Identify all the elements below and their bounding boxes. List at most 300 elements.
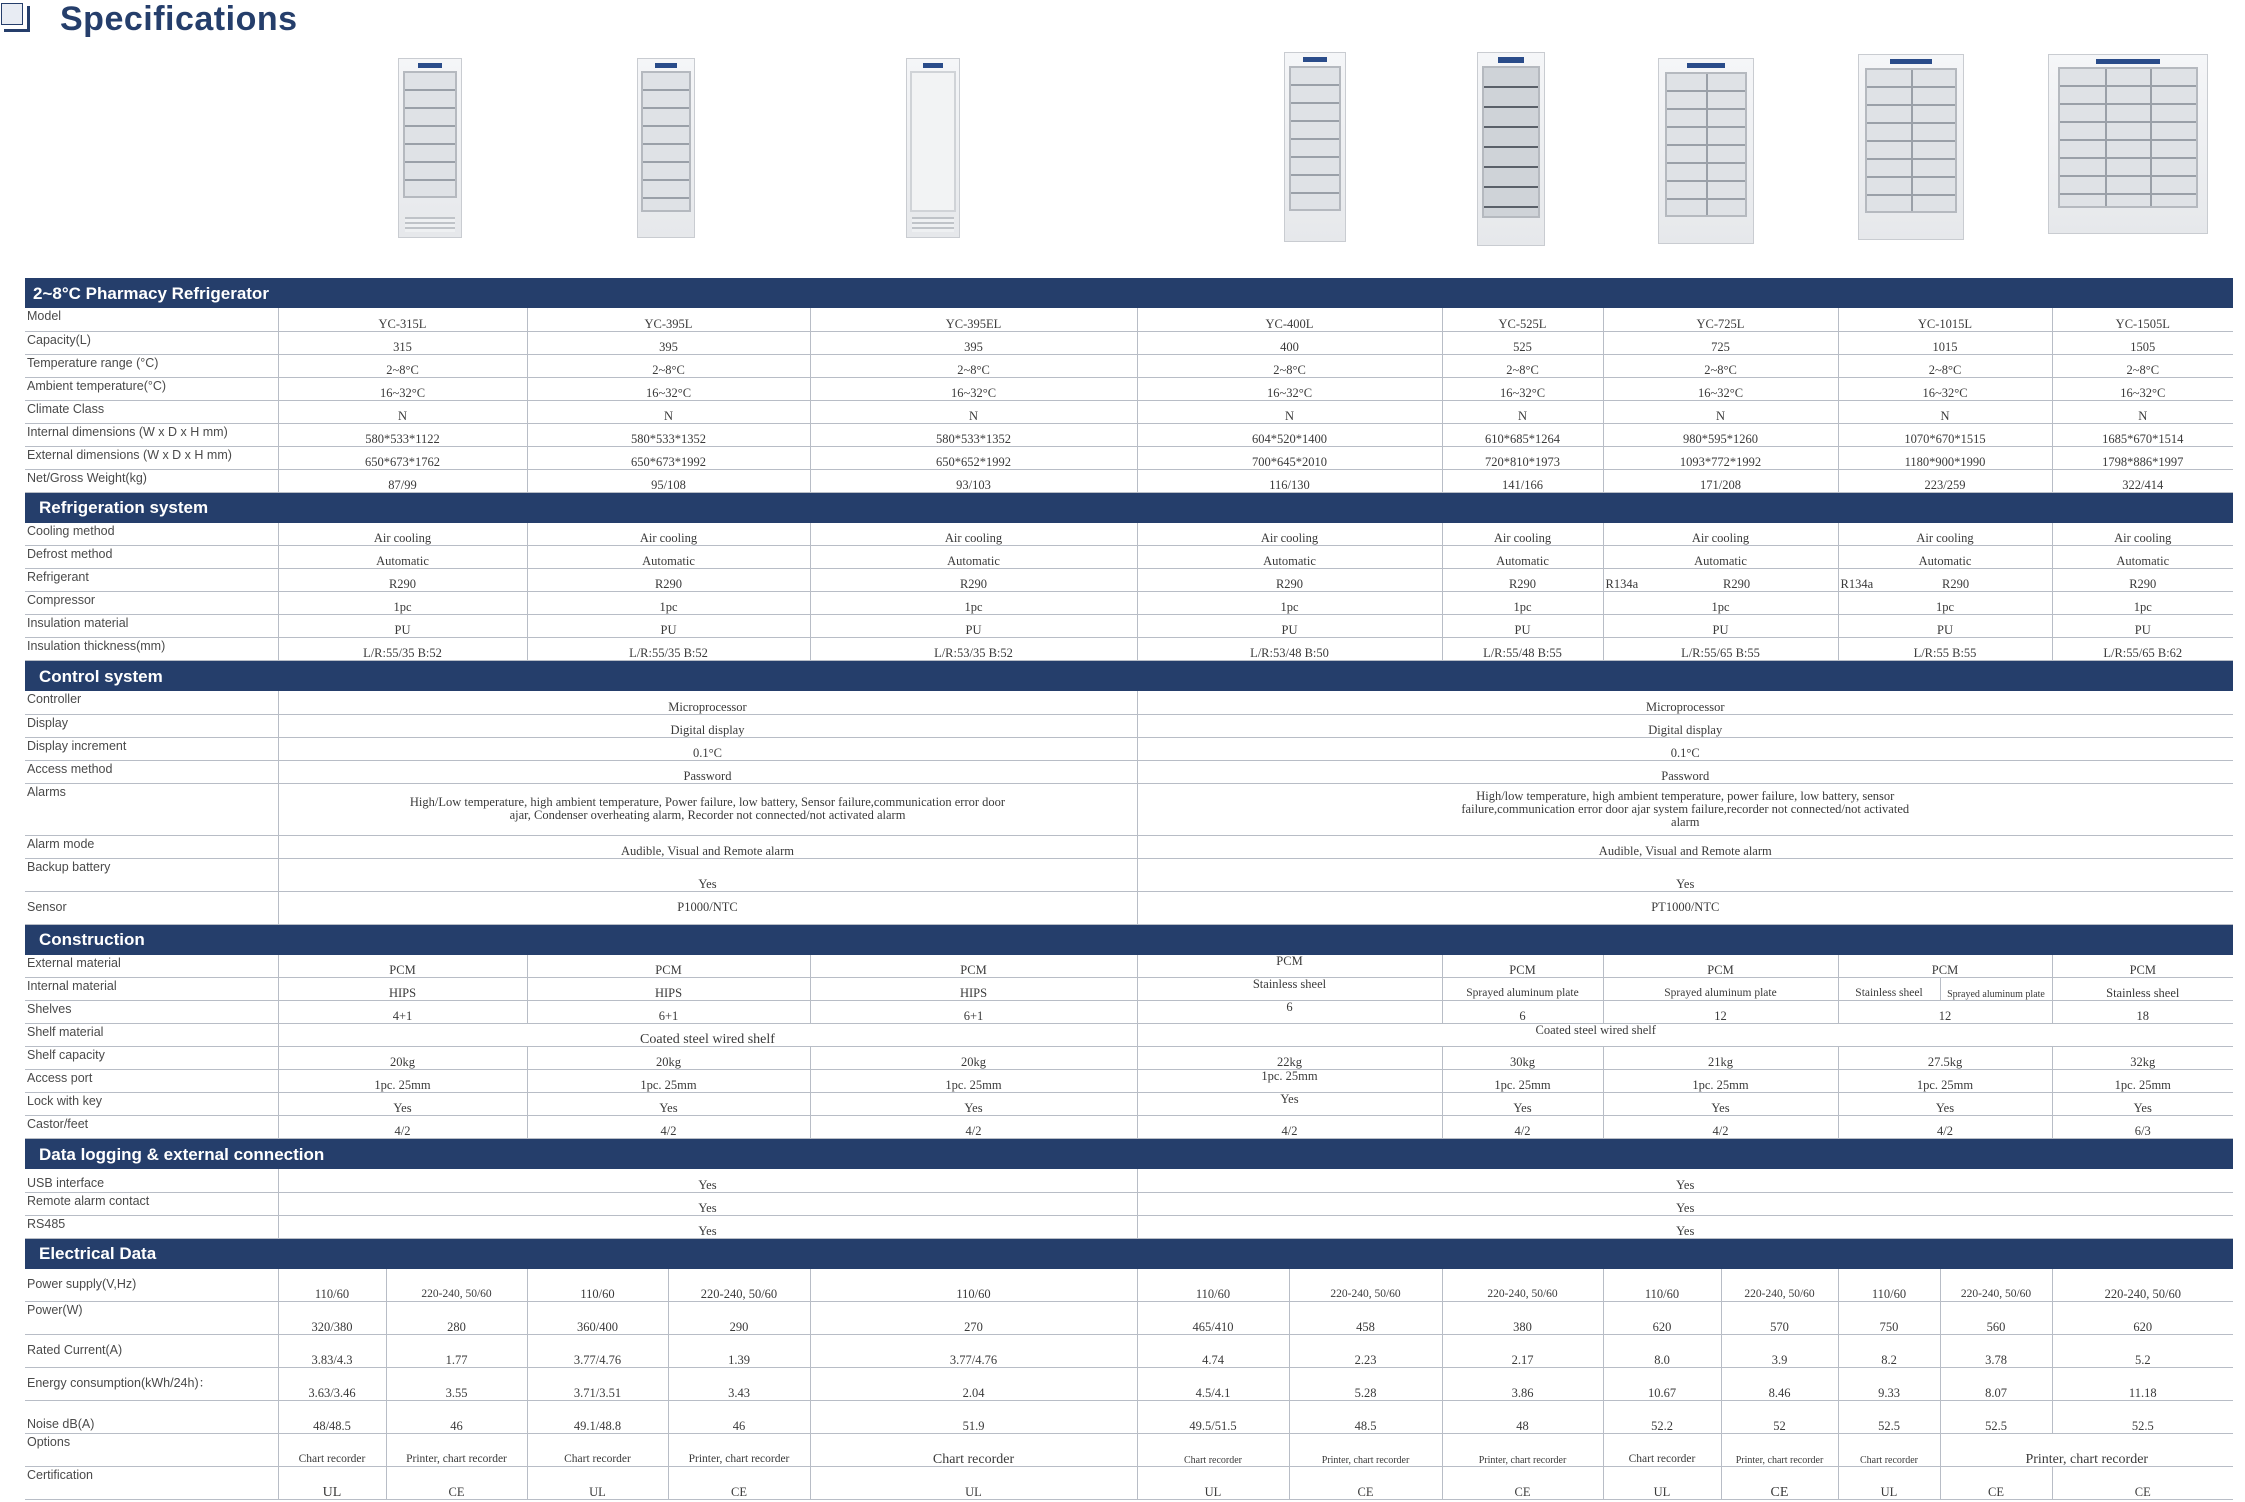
value-cell: Password — [278, 760, 1137, 783]
row-label: Internal dimensions (W x D x H mm) — [25, 423, 278, 446]
value-cell: 51.9 — [810, 1400, 1137, 1433]
value-cell: Air cooling — [1603, 523, 1838, 546]
value-cell: Air cooling — [527, 523, 810, 546]
row-label: Model — [25, 308, 278, 331]
value-cell: 93/103 — [810, 469, 1137, 492]
value-cell: PU — [278, 615, 527, 638]
value-cell: 395 — [810, 331, 1137, 354]
value-cell: 1pc — [810, 592, 1137, 615]
table-row — [25, 1367, 2233, 1400]
table-row — [25, 760, 2233, 783]
value-cell: 110/60 — [527, 1269, 668, 1302]
value-cell: 16~32°C — [1838, 377, 2052, 400]
value-cell: 11.18 — [2052, 1367, 2233, 1400]
value-cell: 4/2 — [1137, 1116, 1442, 1139]
row-label: Alarms — [25, 783, 278, 835]
row-label: Controller — [25, 691, 278, 714]
value-cell: High/low temperature, high ambient temperature, power failure, low battery, sensor failure,communication error door ajar system failure,recorder not connected/not activated alarm — [1137, 783, 2233, 835]
table-row — [25, 1047, 2233, 1070]
row-label: Access port — [25, 1070, 278, 1093]
value-cell: 110/60 — [278, 1269, 386, 1302]
value-cell: 30kg — [1442, 1047, 1603, 1070]
product-image-yc-725l — [1658, 58, 1754, 244]
value-cell: UL — [1137, 1466, 1289, 1499]
value-cell: 8.46 — [1721, 1367, 1838, 1400]
value-cell: Sprayed aluminum plate — [1940, 978, 2052, 1001]
value-cell: 48 — [1442, 1400, 1603, 1433]
value-cell: 620 — [2052, 1301, 2233, 1334]
value-cell: 6+1 — [810, 1001, 1137, 1024]
value-cell: 700*645*2010 — [1137, 446, 1442, 469]
value-cell: 4.74 — [1137, 1334, 1289, 1367]
value-cell: Password — [1137, 760, 2233, 783]
value-cell: 2.17 — [1442, 1334, 1603, 1367]
value-cell: Microprocessor — [278, 691, 1137, 714]
value-cell: N — [527, 400, 810, 423]
table-row — [25, 1192, 2233, 1215]
section-header-refrigeration: Refrigeration system — [25, 492, 2233, 523]
product-image-yc-395el — [906, 58, 960, 238]
value-cell: 52.2 — [1603, 1400, 1721, 1433]
value-cell: High/Low temperature, high ambient temperature, Power failure, low battery, Sensor failure,communication error door ajar, Condenser overheating alarm, Recorder not connected/not activated alarm — [278, 783, 1137, 835]
value-cell: 220-240, 50/60 — [668, 1269, 810, 1302]
value-cell: Yes — [1442, 1093, 1603, 1116]
value-cell: Yes — [278, 1169, 1137, 1192]
value-cell: Yes — [1137, 858, 2233, 891]
value-cell: Printer, chart recorder — [386, 1433, 527, 1466]
value-cell: 3.63/3.46 — [278, 1367, 386, 1400]
value-cell: 52 — [1721, 1400, 1838, 1433]
value-cell: 52.5 — [1940, 1400, 2052, 1433]
value-cell: 2~8°C — [810, 354, 1137, 377]
row-label: Climate Class — [25, 400, 278, 423]
table-row — [25, 737, 2233, 760]
value-cell: 220-240, 50/60 — [1721, 1269, 1838, 1302]
value-cell: 27.5kg — [1838, 1047, 2052, 1070]
value-cell: 4/2 — [810, 1116, 1137, 1139]
row-label: Power supply(V,Hz) — [25, 1269, 278, 1302]
model-cell: YC-395L — [527, 308, 810, 331]
product-image-yc-1505l — [2048, 54, 2208, 234]
table-row — [25, 331, 2233, 354]
value-cell: 720*810*1973 — [1442, 446, 1603, 469]
value-cell: 220-240, 50/60 — [1940, 1269, 2052, 1302]
value-cell: Yes — [278, 1215, 1137, 1238]
value-cell: Microprocessor — [1137, 691, 2233, 714]
table-row — [25, 691, 2233, 714]
value-cell: 171/208 — [1603, 469, 1838, 492]
value-cell: 395 — [527, 331, 810, 354]
row-label: Shelf capacity — [25, 1047, 278, 1070]
value-cell: PU — [1442, 615, 1603, 638]
value-cell: 16~32°C — [1603, 377, 1838, 400]
row-label: Ambient temperature(°C) — [25, 377, 278, 400]
value-cell: 8.2 — [1838, 1334, 1940, 1367]
table-row — [25, 423, 2233, 446]
row-label: Temperature range (°C) — [25, 354, 278, 377]
value-cell: 6 — [1137, 1001, 1442, 1024]
value-cell: Yes — [810, 1093, 1137, 1116]
value-cell: 465/410 — [1137, 1301, 1289, 1334]
table-row — [25, 469, 2233, 492]
value-cell: 4/2 — [1838, 1116, 2052, 1139]
value-cell: 16~32°C — [810, 377, 1137, 400]
value-cell: R290 — [1940, 569, 2052, 592]
value-cell: N — [1442, 400, 1603, 423]
value-cell: 220-240, 50/60 — [1442, 1269, 1603, 1302]
value-cell: CE — [1721, 1466, 1838, 1499]
table-row — [25, 1269, 2233, 1302]
value-cell: 4/2 — [527, 1116, 810, 1139]
value-cell: 3.9 — [1721, 1334, 1838, 1367]
value-cell: 4/2 — [1603, 1116, 1838, 1139]
value-cell: 95/108 — [527, 469, 810, 492]
value-cell: R290 — [1137, 569, 1442, 592]
value-cell: 1015 — [1838, 331, 2052, 354]
value-cell: PCM — [278, 955, 527, 978]
product-image-yc-525l — [1477, 52, 1545, 246]
row-label: Refrigerant — [25, 569, 278, 592]
table-row — [25, 308, 2233, 331]
row-label: Backup battery — [25, 858, 278, 891]
value-cell: Automatic — [1137, 546, 1442, 569]
value-cell: Stainless sheel — [1838, 978, 1940, 1001]
model-cell: YC-1015L — [1838, 308, 2052, 331]
model-cell: YC-1505L — [2052, 308, 2233, 331]
value-cell: Printer, chart recorder — [1442, 1433, 1603, 1466]
table-row — [25, 1169, 2233, 1192]
value-cell: 4+1 — [278, 1001, 527, 1024]
table-row — [25, 978, 2233, 1001]
value-cell: 1pc — [1838, 592, 2052, 615]
value-cell: 52.5 — [1838, 1400, 1940, 1433]
value-cell: CE — [1289, 1466, 1442, 1499]
row-label: Remote alarm contact — [25, 1192, 278, 1215]
value-cell: 116/130 — [1137, 469, 1442, 492]
table-row — [25, 400, 2233, 423]
table-row — [25, 714, 2233, 737]
value-cell: L/R:55/35 B:52 — [527, 638, 810, 661]
model-cell: YC-400L — [1137, 308, 1442, 331]
row-label: Lock with key — [25, 1093, 278, 1116]
value-cell: Printer, chart recorder — [1289, 1433, 1442, 1466]
title-decoration-icon — [4, 6, 30, 32]
value-cell: Automatic — [1838, 546, 2052, 569]
value-cell: 290 — [668, 1301, 810, 1334]
value-cell: 4.5/4.1 — [1137, 1367, 1289, 1400]
value-cell: L/R:55/35 B:52 — [278, 638, 527, 661]
value-cell: PCM — [2052, 955, 2233, 978]
value-cell: Yes — [527, 1093, 810, 1116]
value-cell: HIPS — [527, 978, 810, 1001]
value-cell: 400 — [1137, 331, 1442, 354]
section-header-control: Control system — [25, 661, 2233, 692]
value-cell: 9.33 — [1838, 1367, 1940, 1400]
value-cell: 3.77/4.76 — [527, 1334, 668, 1367]
value-cell: 570 — [1721, 1301, 1838, 1334]
table-row — [25, 835, 2233, 858]
value-cell: 580*533*1122 — [278, 423, 527, 446]
value-cell: 6 — [1442, 1001, 1603, 1024]
table-row — [25, 546, 2233, 569]
table-row — [25, 1433, 2233, 1466]
row-label: Shelves — [25, 1001, 278, 1024]
value-cell: 52.5 — [2052, 1400, 2233, 1433]
table-row — [25, 569, 2233, 592]
value-cell: 1798*886*1997 — [2052, 446, 2233, 469]
value-cell: 22kg — [1137, 1047, 1442, 1070]
table-row — [25, 592, 2233, 615]
value-cell: 8.07 — [1940, 1367, 2052, 1400]
value-cell: 1pc. 25mm — [1137, 1070, 1442, 1093]
model-cell: YC-395EL — [810, 308, 1137, 331]
value-cell: R290 — [1442, 569, 1603, 592]
value-cell: PCM — [527, 955, 810, 978]
value-cell: Chart recorder — [1137, 1433, 1289, 1466]
value-cell: 3.55 — [386, 1367, 527, 1400]
value-cell: 1pc. 25mm — [2052, 1070, 2233, 1093]
value-cell: 4/2 — [278, 1116, 527, 1139]
value-cell: Yes — [2052, 1093, 2233, 1116]
value-cell: Yes — [1838, 1093, 2052, 1116]
value-cell: Chart recorder — [527, 1433, 668, 1466]
value-cell: 110/60 — [810, 1269, 1137, 1302]
value-cell: 110/60 — [1137, 1269, 1289, 1302]
row-label: Net/Gross Weight(kg) — [25, 469, 278, 492]
value-cell: R134a — [1603, 569, 1721, 592]
value-cell: 21kg — [1603, 1047, 1838, 1070]
value-cell: 2.23 — [1289, 1334, 1442, 1367]
value-cell: UL — [278, 1466, 386, 1499]
value-cell: 220-240, 50/60 — [2052, 1269, 2233, 1302]
value-cell: HIPS — [810, 978, 1137, 1001]
value-cell: 2~8°C — [2052, 354, 2233, 377]
value-cell: CE — [1442, 1466, 1603, 1499]
value-cell: Automatic — [1603, 546, 1838, 569]
table-row — [25, 377, 2233, 400]
value-cell: 46 — [386, 1400, 527, 1433]
value-cell: 650*652*1992 — [810, 446, 1137, 469]
value-cell: CE — [2052, 1466, 2233, 1499]
value-cell: N — [1137, 400, 1442, 423]
row-label: Display — [25, 714, 278, 737]
value-cell: L/R:53/48 B:50 — [1137, 638, 1442, 661]
value-cell: 20kg — [527, 1047, 810, 1070]
value-cell: 16~32°C — [527, 377, 810, 400]
value-cell: Sprayed aluminum plate — [1603, 978, 1838, 1001]
value-cell: L/R:55/65 B:55 — [1603, 638, 1838, 661]
value-cell: 560 — [1940, 1301, 2052, 1334]
value-cell: 110/60 — [1838, 1269, 1940, 1302]
table-row — [25, 891, 2233, 924]
value-cell: 12 — [1603, 1001, 1838, 1024]
section-header-general: 2~8°C Pharmacy Refrigerator — [25, 278, 2233, 308]
value-cell: Sprayed aluminum plate — [1442, 978, 1603, 1001]
value-cell: 5.2 — [2052, 1334, 2233, 1367]
value-cell: 1pc. 25mm — [278, 1070, 527, 1093]
value-cell: Yes — [278, 1093, 527, 1116]
value-cell: Air cooling — [1838, 523, 2052, 546]
value-cell: R290 — [810, 569, 1137, 592]
row-label: Access method — [25, 760, 278, 783]
value-cell: 360/400 — [527, 1301, 668, 1334]
value-cell: 0.1°C — [278, 737, 1137, 760]
value-cell: Air cooling — [810, 523, 1137, 546]
row-label: Alarm mode — [25, 835, 278, 858]
row-label: External material — [25, 955, 278, 978]
value-cell: Air cooling — [278, 523, 527, 546]
value-cell: 220-240, 50/60 — [1289, 1269, 1442, 1302]
value-cell: 5.28 — [1289, 1367, 1442, 1400]
value-cell: 46 — [668, 1400, 810, 1433]
value-cell: Printer, chart recorder — [1721, 1433, 1838, 1466]
section-header-datalog: Data logging & external connection — [25, 1139, 2233, 1170]
value-cell: PU — [810, 615, 1137, 638]
value-cell: 8.0 — [1603, 1334, 1721, 1367]
row-label: Internal material — [25, 978, 278, 1001]
value-cell: 2~8°C — [527, 354, 810, 377]
value-cell: 1pc. 25mm — [1603, 1070, 1838, 1093]
value-cell: L/R:55 B:55 — [1838, 638, 2052, 661]
value-cell: Coated steel wired shelf — [1137, 1024, 2233, 1047]
value-cell: 580*533*1352 — [527, 423, 810, 446]
value-cell: 141/166 — [1442, 469, 1603, 492]
value-cell: 1093*772*1992 — [1603, 446, 1838, 469]
table-row — [25, 858, 2233, 891]
row-label: Insulation thickness(mm) — [25, 638, 278, 661]
value-cell: Automatic — [278, 546, 527, 569]
value-cell: 1pc — [527, 592, 810, 615]
value-cell: 315 — [278, 331, 527, 354]
value-cell: UL — [1603, 1466, 1721, 1499]
value-cell: Yes — [1137, 1192, 2233, 1215]
table-row — [25, 638, 2233, 661]
value-cell: 6/3 — [2052, 1116, 2233, 1139]
value-cell: R134a — [1838, 569, 1940, 592]
table-row — [25, 783, 2233, 835]
value-cell: 2~8°C — [1838, 354, 2052, 377]
value-cell: PU — [527, 615, 810, 638]
value-cell: 16~32°C — [278, 377, 527, 400]
value-cell: N — [2052, 400, 2233, 423]
value-cell: 16~32°C — [1137, 377, 1442, 400]
table-row — [25, 1116, 2233, 1139]
value-cell: Yes — [1137, 1093, 1442, 1116]
value-cell: Automatic — [2052, 546, 2233, 569]
value-cell: Stainless sheel — [1137, 978, 1442, 1001]
table-row — [25, 1334, 2233, 1367]
value-cell: 750 — [1838, 1301, 1940, 1334]
value-cell: 1070*670*1515 — [1838, 423, 2052, 446]
value-cell: 458 — [1289, 1301, 1442, 1334]
value-cell: Chart recorder — [1603, 1433, 1721, 1466]
table-row — [25, 1001, 2233, 1024]
value-cell: PCM — [1603, 955, 1838, 978]
value-cell: L/R:55/65 B:62 — [2052, 638, 2233, 661]
product-image-yc-395l — [637, 58, 695, 238]
row-label: Sensor — [25, 891, 278, 924]
row-label: Compressor — [25, 592, 278, 615]
value-cell: CE — [668, 1466, 810, 1499]
row-label: Castor/feet — [25, 1116, 278, 1139]
value-cell: 1pc — [2052, 592, 2233, 615]
product-image-yc-400l — [1284, 52, 1346, 242]
value-cell: 2~8°C — [1442, 354, 1603, 377]
row-label: External dimensions (W x D x H mm) — [25, 446, 278, 469]
value-cell: 2~8°C — [1137, 354, 1442, 377]
value-cell: CE — [1940, 1466, 2052, 1499]
value-cell: 49.1/48.8 — [527, 1400, 668, 1433]
value-cell: 16~32°C — [2052, 377, 2233, 400]
value-cell: UL — [810, 1466, 1137, 1499]
value-cell: Automatic — [527, 546, 810, 569]
value-cell: R290 — [1721, 569, 1838, 592]
value-cell: 650*673*1762 — [278, 446, 527, 469]
value-cell: PU — [1838, 615, 2052, 638]
value-cell: 1pc — [278, 592, 527, 615]
section-header-construction: Construction — [25, 924, 2233, 955]
value-cell: 1pc — [1137, 592, 1442, 615]
table-row — [25, 1301, 2233, 1334]
value-cell: 20kg — [278, 1047, 527, 1070]
value-cell: Air cooling — [2052, 523, 2233, 546]
value-cell: 604*520*1400 — [1137, 423, 1442, 446]
value-cell: 3.71/3.51 — [527, 1367, 668, 1400]
table-row — [25, 1466, 2233, 1499]
value-cell: PCM — [810, 955, 1137, 978]
value-cell: 2~8°C — [1603, 354, 1838, 377]
value-cell: 1pc. 25mm — [810, 1070, 1137, 1093]
value-cell: PU — [2052, 615, 2233, 638]
value-cell: 223/259 — [1838, 469, 2052, 492]
table-row — [25, 1400, 2233, 1433]
value-cell: 280 — [386, 1301, 527, 1334]
table-row — [25, 446, 2233, 469]
value-cell: Coated steel wired shelf — [278, 1024, 1137, 1047]
value-cell: 650*673*1992 — [527, 446, 810, 469]
value-cell: Automatic — [810, 546, 1137, 569]
value-cell: 320/380 — [278, 1301, 386, 1334]
value-cell: R290 — [527, 569, 810, 592]
value-cell: N — [278, 400, 527, 423]
row-label: Rated Current(A) — [25, 1334, 278, 1367]
table-row — [25, 1093, 2233, 1116]
row-label: Capacity(L) — [25, 331, 278, 354]
value-cell: 6+1 — [527, 1001, 810, 1024]
value-cell: PU — [1137, 615, 1442, 638]
value-cell: 525 — [1442, 331, 1603, 354]
value-cell: 1505 — [2052, 331, 2233, 354]
page-title: Specifications — [60, 0, 298, 38]
value-cell: Digital display — [278, 714, 1137, 737]
value-cell: CE — [386, 1466, 527, 1499]
value-cell: PCM — [1838, 955, 2052, 978]
value-cell: PT1000/NTC — [1137, 891, 2233, 924]
model-cell: YC-315L — [278, 308, 527, 331]
value-cell: 1pc — [1603, 592, 1838, 615]
row-label: Insulation material — [25, 615, 278, 638]
row-label: Cooling method — [25, 523, 278, 546]
value-cell: Air cooling — [1137, 523, 1442, 546]
value-cell: 3.83/4.3 — [278, 1334, 386, 1367]
value-cell: PCM — [1137, 955, 1442, 978]
value-cell: 87/99 — [278, 469, 527, 492]
table-row — [25, 354, 2233, 377]
value-cell: 220-240, 50/60 — [386, 1269, 527, 1302]
row-label: Shelf material — [25, 1024, 278, 1047]
specifications-table — [25, 278, 2233, 1500]
table-row — [25, 1024, 2233, 1047]
